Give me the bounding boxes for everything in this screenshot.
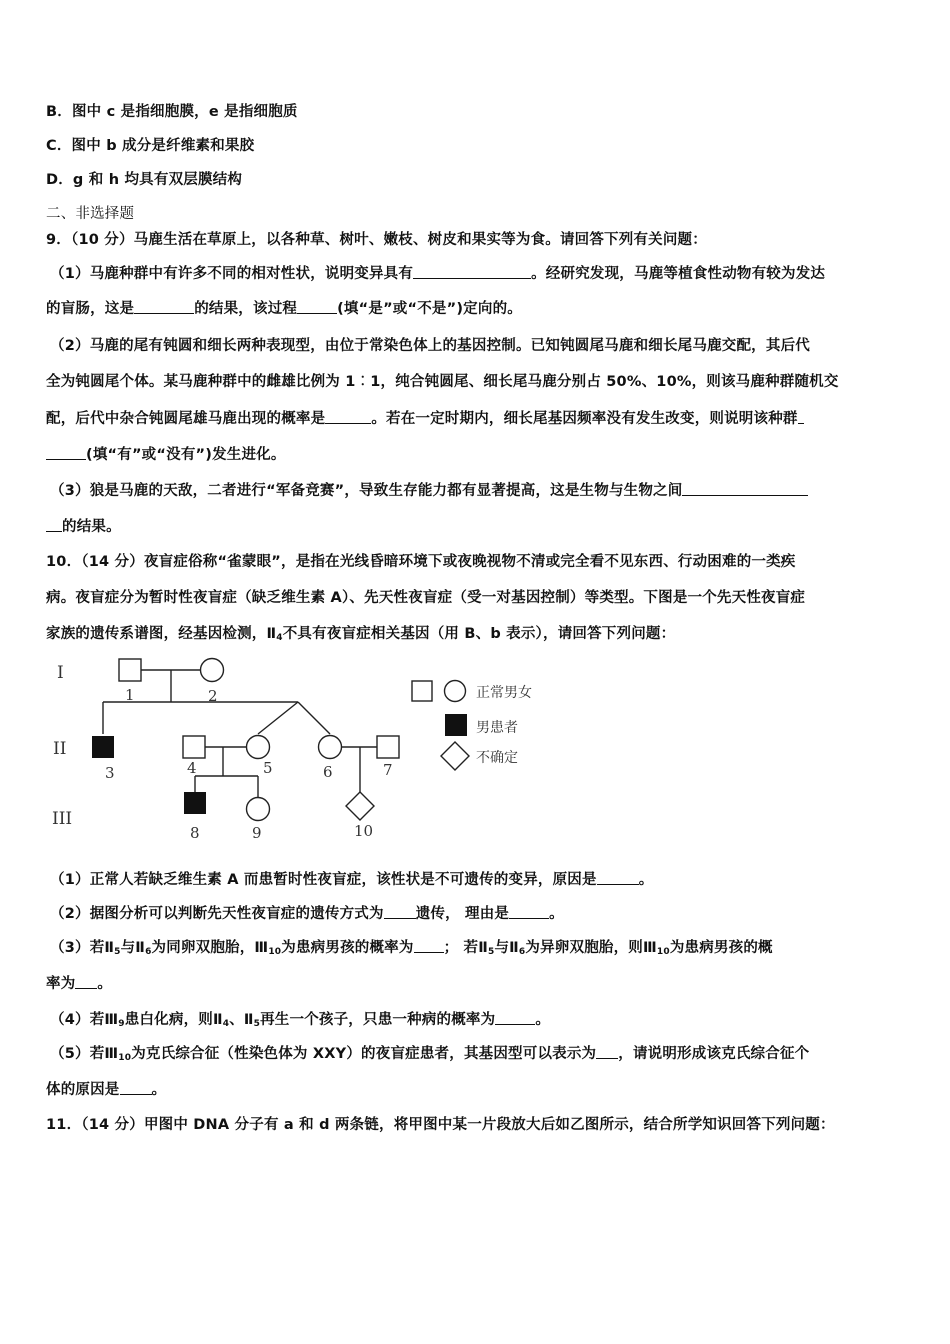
option-b: B．图中 c 是指细胞膜，e 是指细胞质 xyxy=(46,104,298,120)
answer-blank[interactable] xyxy=(495,1010,535,1025)
individual-number: 4 xyxy=(187,759,197,777)
q10-sub-3-cont: 率为 。 xyxy=(46,976,113,992)
individual-number: 3 xyxy=(105,764,115,782)
section-title: 二、非选择题 xyxy=(46,206,135,222)
generation-label: II xyxy=(53,739,67,759)
individual-4-normal-male xyxy=(183,736,205,758)
answer-blank[interactable] xyxy=(509,904,549,919)
q10-head-3: 家族的遗传系谱图，经基因检测，$Ⅱ_4$不具有夜盲症相关基因（用 B、b 表示），请回答下列问题： xyxy=(46,626,676,643)
individual-number: 10 xyxy=(354,822,374,840)
answer-blank[interactable] xyxy=(297,299,337,314)
legend-label: 正常男女 xyxy=(476,685,532,701)
answer-blank[interactable] xyxy=(596,1044,618,1059)
q10-sub-3: （3）若$Ⅱ_5$与$Ⅱ_6$为同卵双胞胎，$Ⅲ_{10}$为患病男孩的概率为 ； 若$Ⅱ_5$与$Ⅱ_6$为异卵双胞胎，则$Ⅲ_{10}$为患病男孩的概 xyxy=(50,940,773,957)
answer-blank[interactable] xyxy=(384,904,416,919)
answer-blank[interactable] xyxy=(75,974,97,989)
q9-line-3: （2）马鹿的尾有钝圆和细长两种表现型，由位于常染色体上的基因控制。已知钝圆尾马鹿和细长尾马鹿交配，其后代 xyxy=(50,338,810,354)
q9-line-7: （3）狼是马鹿的天敌，二者进行“军备竞赛”，导致生存能力都有显著提高，这是生物与生物之间 xyxy=(50,481,808,501)
legend-label: 不确定 xyxy=(476,750,518,766)
q10-sub-5-cont: 体的原因是 。 xyxy=(46,1082,167,1098)
q9-line-4: 全为钝圆尾个体。某马鹿种群中的雌雄比例为 1︰1，纯合钝圆尾、细长尾马鹿分别占 50%、10%，则该马鹿种群随机交 xyxy=(46,374,839,390)
answer-blank[interactable] xyxy=(597,870,639,885)
q9-line-8: 的结果。 xyxy=(46,517,121,537)
individual-number: 8 xyxy=(190,824,200,842)
answer-blank[interactable] xyxy=(682,481,808,496)
q11-head: 11．（14 分）甲图中 DNA 分子有 a 和 d 两条链，将甲图中某一片段放大后如乙图所示，结合所学知识回答下列问题： xyxy=(46,1117,835,1133)
answer-blank[interactable] xyxy=(325,409,371,424)
answer-blank[interactable] xyxy=(120,1080,152,1095)
legend-label: 男患者 xyxy=(476,720,518,736)
pedigree-chart xyxy=(40,652,560,848)
legend-normal-female-icon xyxy=(445,681,466,702)
answer-blank[interactable] xyxy=(798,409,804,424)
answer-blank[interactable] xyxy=(46,517,62,532)
answer-blank[interactable] xyxy=(414,938,444,953)
q10-head-2: 病。夜盲症分为暂时性夜盲症（缺乏维生素 A）、先天性夜盲症（受一对基因控制）等类型。下图是一个先天性夜盲症 xyxy=(46,590,806,606)
individual-number: 2 xyxy=(208,687,218,705)
individual-number: 6 xyxy=(323,763,333,781)
individual-number: 5 xyxy=(263,759,273,777)
q9-line-5: 配，后代中杂合钝圆尾雄马鹿出现的概率是 。若在一定时期内，细长尾基因频率没有发生改变，则说明该种群 xyxy=(46,409,804,429)
q10-sub-4: （4）若$Ⅲ_9$患白化病，则$Ⅱ_4$、$Ⅱ_5$再生一个孩子，只患一种病的概率为 。 xyxy=(50,1012,551,1029)
individual-10-uncertain xyxy=(346,792,374,820)
legend-affected-male-icon xyxy=(445,714,467,736)
legend-normal-male-icon xyxy=(412,681,432,701)
answer-blank[interactable] xyxy=(413,264,531,279)
q10-sub-1: （1）正常人若缺乏维生素 A 而患暂时性夜盲症，该性状是不可遗传的变异，原因是 。 xyxy=(50,872,654,888)
q10-sub-5: （5）若$Ⅲ_{10}$为克氏综合征（性染色体为 XXY）的夜盲症患者，其基因型可以表示为 ，请说明形成该克氏综合征个 xyxy=(50,1046,810,1063)
individual-9-normal-female xyxy=(247,798,270,821)
q9-head: 9．（10 分）马鹿生活在草原上，以各种草、树叶、嫩枝、树皮和果实等为食。请回答下列有关问题： xyxy=(46,232,707,248)
answer-blank[interactable] xyxy=(134,299,194,314)
individual-number: 9 xyxy=(252,824,262,842)
individual-6-normal-female xyxy=(319,736,342,759)
q9-line-6: (填“有”或“没有”)发生进化。 xyxy=(46,445,286,465)
individual-3-affected-male xyxy=(92,736,114,758)
answer-blank[interactable] xyxy=(46,445,86,460)
individual-8-affected-male xyxy=(184,792,206,814)
q9-line-1: （1）马鹿种群中有许多不同的相对性状，说明变异具有 。经研究发现，马鹿等植食性动物有较为发达 xyxy=(50,266,826,282)
q10-head-1: 10．（14 分）夜盲症俗称“雀蒙眼”，是指在光线昏暗环境下或夜晚视物不清或完全看不见东西、行动困难的一类疾 xyxy=(46,554,796,570)
generation-label: III xyxy=(52,809,73,829)
individual-7-normal-male xyxy=(377,736,399,758)
q9-line-2: 的盲肠，这是 的结果，该过程 (填“是”或“不是”)定向的。 xyxy=(46,301,522,317)
option-d: D．g 和 h 均具有双层膜结构 xyxy=(46,172,243,188)
individual-1-normal-male xyxy=(119,659,141,681)
individual-5-normal-female xyxy=(247,736,270,759)
individual-number: 1 xyxy=(125,686,135,704)
individual-2-normal-female xyxy=(201,659,224,682)
generation-label: I xyxy=(57,663,64,683)
q10-sub-2: （2）据图分析可以判断先天性夜盲症的遗传方式为 遗传， 理由是 。 xyxy=(50,906,564,922)
legend-uncertain-icon xyxy=(441,742,469,770)
individual-number: 7 xyxy=(383,761,393,779)
option-c: C．图中 b 成分是纤维素和果胶 xyxy=(46,138,255,154)
